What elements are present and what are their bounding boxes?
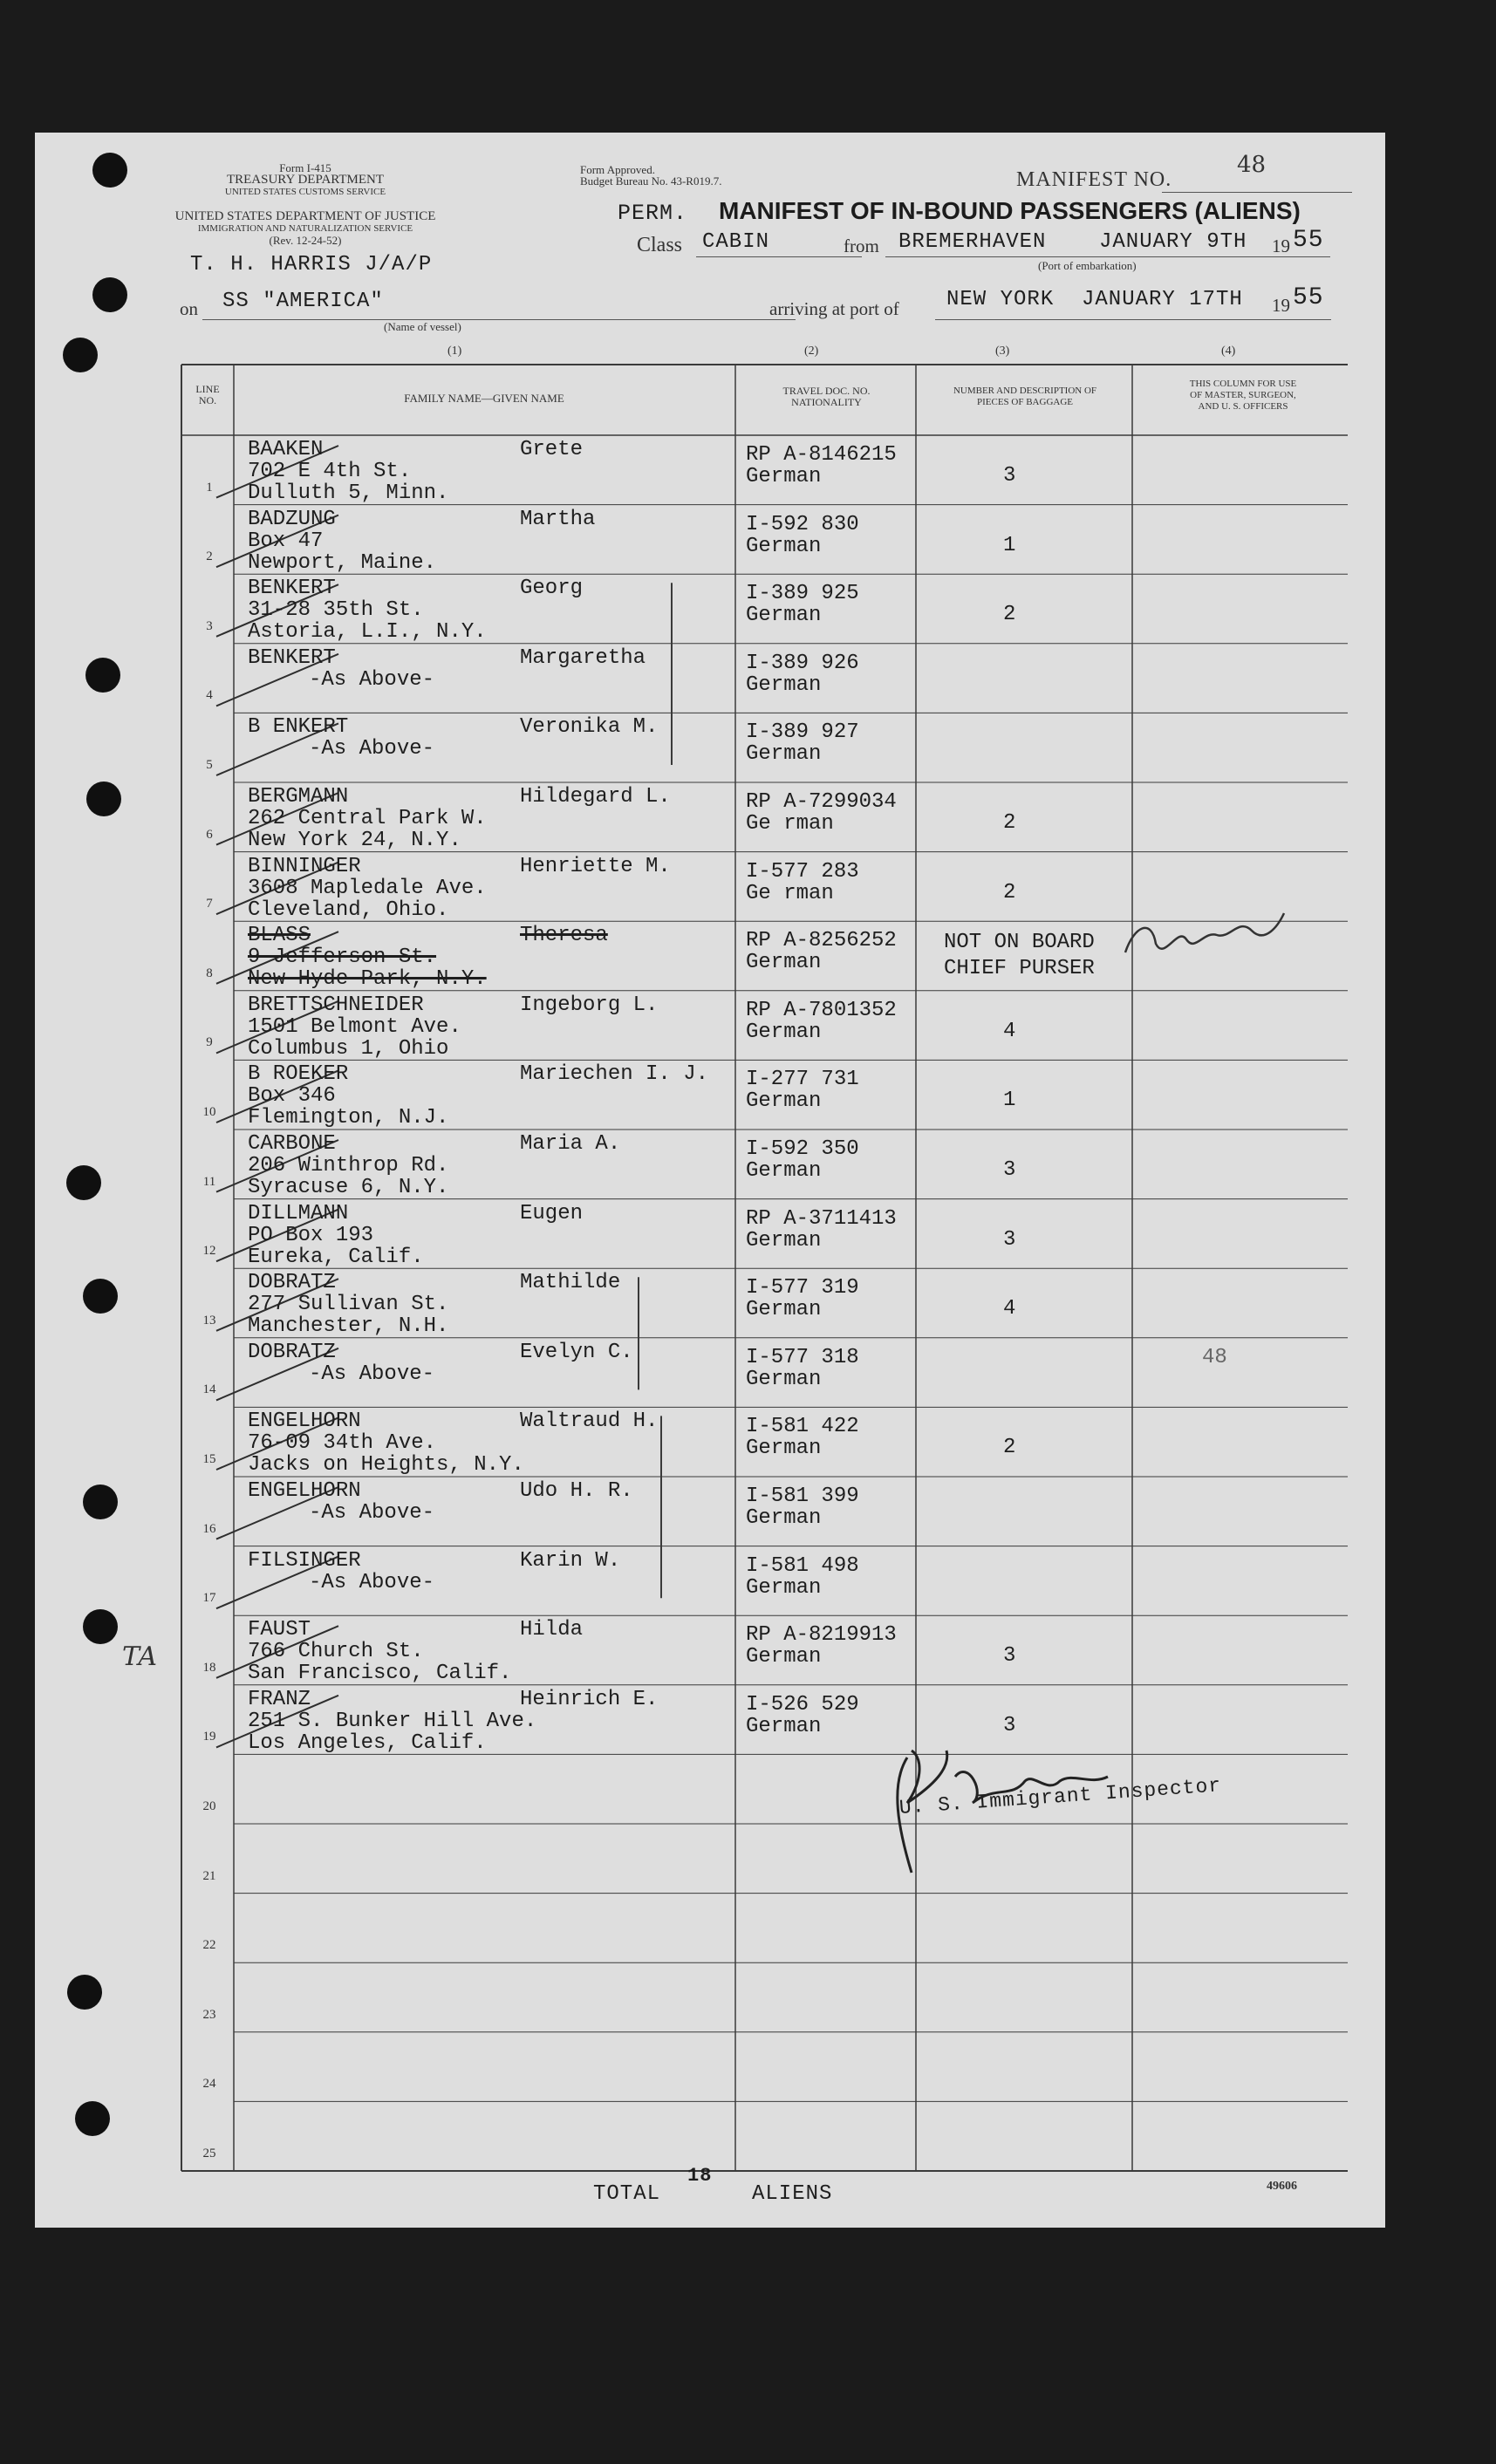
arriving-label: arriving at port of <box>769 298 899 319</box>
given-name: Heinrich E. <box>520 1687 659 1711</box>
line-number: 13 <box>202 1313 216 1328</box>
binder-hole <box>85 658 120 693</box>
purser-signature <box>1117 909 1291 970</box>
address: Box 346 Flemington, N.J. <box>248 1084 449 1130</box>
travel-doc-number: I-389 925 <box>746 582 859 606</box>
line-number: 10 <box>202 1105 216 1119</box>
departure-date: JANUARY 9TH <box>1099 230 1247 254</box>
departure-year: 55 <box>1293 227 1324 254</box>
baggage-count: 2 <box>1003 603 1016 627</box>
family-name: BLASS <box>248 924 311 948</box>
address: -As Above- <box>309 1362 435 1386</box>
binder-hole <box>92 277 127 312</box>
line-number: 5 <box>206 758 213 772</box>
nationality: German <box>746 1020 822 1044</box>
margin-note: TA <box>122 1642 158 1672</box>
nationality: German <box>746 1159 822 1183</box>
given-name: Veronika M. <box>520 715 659 740</box>
family-name: ENGELHORN <box>248 1479 361 1503</box>
perm-mark: PERM. <box>618 201 688 226</box>
baggage-count: 1 <box>1003 1089 1016 1113</box>
family-name: BENKERT <box>248 577 336 601</box>
vessel-note: (Name of vessel) <box>384 320 461 333</box>
family-name: BINNINGER <box>248 854 361 878</box>
arrival-port: NEW YORK <box>946 288 1055 311</box>
binder-hole <box>67 1975 102 2010</box>
travel-doc-number: RP A-3711413 <box>746 1206 897 1231</box>
nationality: German <box>746 1437 822 1461</box>
line-number: 17 <box>202 1591 216 1606</box>
binder-hole <box>83 1279 118 1314</box>
address: 9 Jefferson St. New Hyde Park, N.Y. <box>248 945 487 992</box>
budget-bureau: Budget Bureau No. 43-R019.7. <box>580 174 722 188</box>
binder-hole <box>92 153 127 188</box>
family-name: FILSINGER <box>248 1548 361 1573</box>
customs-service: UNITED STATES CUSTOMS SERVICE <box>224 187 386 197</box>
header-baggage: NUMBER AND DESCRIPTION OF PIECES OF BAGGAGE <box>953 386 1097 407</box>
line-number: 21 <box>202 1868 216 1883</box>
header-officers: THIS COLUMN FOR USE OF MASTER, SURGEON, AND U. S. OFFICERS <box>1189 379 1297 412</box>
form-approved: Form Approved. <box>580 163 655 176</box>
header-name: FAMILY NAME—GIVEN NAME <box>404 392 564 405</box>
nationality: Ge rman <box>746 881 834 905</box>
nationality: German <box>746 465 822 488</box>
baggage-count: 4 <box>1003 1297 1016 1321</box>
arrival-date: JANUARY 17TH <box>1082 288 1243 311</box>
line-number: 4 <box>206 688 213 703</box>
form-number: Form I-415 <box>279 161 331 174</box>
ins-service: IMMIGRATION AND NATURALIZATION SERVICE <box>197 223 413 234</box>
given-name: Theresa <box>520 924 608 948</box>
travel-doc-number: I-577 318 <box>746 1345 859 1369</box>
nationality: German <box>746 1089 822 1114</box>
address: 31-28 35th St. Astoria, L.I., N.Y. <box>248 598 487 645</box>
total-count: 18 <box>687 2165 713 2187</box>
baggage-count: 4 <box>1003 1019 1016 1043</box>
address: 251 S. Bunker Hill Ave. Los Angeles, Calif. <box>248 1709 537 1755</box>
header-line-no: LINE NO. <box>195 383 220 406</box>
baggage-count: 3 <box>1003 464 1016 488</box>
given-name: Hildegard L. <box>520 785 671 809</box>
given-name: Ingeborg L. <box>520 993 659 1017</box>
given-name: Karin W. <box>520 1548 621 1573</box>
given-name: Mariechen I. J. <box>520 1062 709 1087</box>
treasury-department: TREASURY DEPARTMENT <box>226 173 385 187</box>
given-name: Evelyn C. <box>520 1340 633 1364</box>
line-number: 24 <box>202 2077 216 2092</box>
agent: T. H. HARRIS J/A/P <box>190 253 433 276</box>
nationality: German <box>746 1645 822 1669</box>
baggage-count: 2 <box>1003 880 1016 904</box>
aliens-label: ALIENS <box>752 2182 833 2206</box>
vessel-name: SS "AMERICA" <box>222 290 384 313</box>
family-name: BENKERT <box>248 645 336 670</box>
nationality: German <box>746 1298 822 1322</box>
nationality: Ge rman <box>746 812 834 836</box>
line-number: 7 <box>206 897 213 911</box>
baggage-count: 3 <box>1003 1227 1016 1252</box>
binder-hole <box>83 1485 118 1519</box>
given-name: Hilda <box>520 1618 584 1642</box>
from-label: from <box>844 235 879 256</box>
officer-note: 48 <box>1202 1345 1227 1369</box>
baggage-count: 3 <box>1003 1644 1016 1669</box>
line-number: 3 <box>206 618 213 633</box>
binder-hole <box>83 1609 118 1644</box>
address: 766 Church St. San Francisco, Calif. <box>248 1640 512 1686</box>
travel-doc-number: RP A-8219913 <box>746 1623 897 1648</box>
class-label: Class <box>637 234 683 256</box>
given-name: Georg <box>520 577 584 601</box>
col-num-2: (2) <box>804 345 819 358</box>
nationality: German <box>746 951 822 975</box>
nationality: German <box>746 1228 822 1252</box>
on-label: on <box>180 298 198 319</box>
family-name: B ROEKER <box>248 1062 349 1087</box>
address: 1501 Belmont Ave. Columbus 1, Ohio <box>248 1014 461 1061</box>
departure-year-prefix: 19 <box>1272 235 1290 256</box>
travel-doc-number: I-581 498 <box>746 1553 859 1578</box>
nationality: German <box>746 1575 822 1600</box>
binder-hole <box>66 1165 101 1200</box>
address: -As Above- <box>309 1501 435 1525</box>
nationality: German <box>746 604 822 628</box>
line-number: 16 <box>202 1521 216 1536</box>
given-name: Grete <box>520 438 584 461</box>
form-code: 49606 <box>1267 2180 1297 2193</box>
address: 277 Sullivan St. Manchester, N.H. <box>248 1293 449 1339</box>
header-doc: TRAVEL DOC. NO. NATIONALITY <box>782 385 871 408</box>
class-value: CABIN <box>702 230 770 254</box>
family-name: ENGELHORN <box>248 1409 361 1434</box>
family-name: CARBONE <box>248 1132 336 1156</box>
line-number: 25 <box>202 2147 216 2160</box>
travel-doc-number: I-389 927 <box>746 720 859 745</box>
line-number: 15 <box>202 1452 216 1466</box>
nationality: German <box>746 1506 822 1530</box>
given-name: Martha <box>520 507 596 531</box>
line-number: 8 <box>206 966 213 980</box>
family-name: FRANZ <box>248 1687 311 1711</box>
arrival-year-prefix: 19 <box>1272 295 1290 316</box>
inspector-title: U. S. Immigrant Inspector <box>898 1774 1222 1819</box>
address: -As Above- <box>309 737 435 761</box>
travel-doc-number: I-577 283 <box>746 859 859 884</box>
travel-doc-number: RP A-8256252 <box>746 929 897 953</box>
embarkation-note: (Port of embarkation) <box>1038 259 1137 272</box>
line-number: 6 <box>206 827 213 842</box>
family-name: DOBRATZ <box>248 1340 336 1364</box>
line-number: 11 <box>202 1174 216 1189</box>
line-number: 19 <box>202 1730 216 1744</box>
nationality: German <box>746 1367 822 1391</box>
travel-doc-number: I-581 399 <box>746 1485 859 1508</box>
family-name: BADZUNG <box>248 507 336 531</box>
line-number: 12 <box>202 1244 216 1259</box>
col-num-3: (3) <box>995 345 1010 358</box>
travel-doc-number: RP A-7299034 <box>746 790 897 814</box>
nationality: German <box>746 1714 822 1738</box>
binder-hole <box>63 338 98 372</box>
line-number: 2 <box>206 549 213 564</box>
given-name: Mathilde <box>520 1271 621 1295</box>
baggage-count: 3 <box>1003 1158 1016 1182</box>
line-number: 23 <box>202 2007 216 2022</box>
baggage-count: 3 <box>1003 1713 1016 1737</box>
line-number: 9 <box>206 1035 213 1050</box>
travel-doc-number: I-581 422 <box>746 1415 859 1439</box>
embarkation-port: BREMERHAVEN <box>898 230 1047 254</box>
line-number: 20 <box>202 1799 216 1813</box>
travel-doc-number: I-526 529 <box>746 1692 859 1717</box>
manifest-page <box>35 133 1385 2228</box>
family-name: B ENKERT <box>248 715 349 740</box>
travel-doc-number: RP A-8146215 <box>746 443 897 467</box>
manifest-number: 48 <box>1237 152 1267 178</box>
nationality: German <box>746 534 822 558</box>
travel-doc-number: I-592 830 <box>746 512 859 536</box>
address: PO Box 193 Eureka, Calif. <box>248 1223 424 1269</box>
address: 206 Winthrop Rd. Syracuse 6, N.Y. <box>248 1154 449 1199</box>
revision: (Rev. 12-24-52) <box>269 234 342 247</box>
baggage-count: 1 <box>1003 533 1016 557</box>
col-num-1: (1) <box>447 345 462 358</box>
travel-doc-number: I-277 731 <box>746 1068 859 1092</box>
line-number: 22 <box>202 1938 216 1953</box>
address: -As Above- <box>309 667 435 692</box>
address: 702 E 4th St. Dulluth 5, Minn. <box>248 460 449 505</box>
baggage-count: 2 <box>1003 811 1016 835</box>
family-name: BAAKEN <box>248 438 324 461</box>
travel-doc-number: I-577 319 <box>746 1276 859 1300</box>
nationality: German <box>746 672 822 697</box>
total-label: TOTAL <box>593 2182 661 2206</box>
given-name: Waltraud H. <box>520 1409 659 1434</box>
line-number: 1 <box>206 480 213 495</box>
address: -As Above- <box>309 1570 435 1594</box>
travel-doc-number: I-592 350 <box>746 1137 859 1161</box>
binder-hole <box>75 2101 110 2136</box>
given-name: Maria A. <box>520 1132 621 1156</box>
binder-hole <box>86 782 121 816</box>
line-number: 18 <box>202 1660 216 1675</box>
baggage-count: 2 <box>1003 1436 1016 1460</box>
arrival-year: 55 <box>1293 284 1324 311</box>
manifest-title: MANIFEST OF IN-BOUND PASSENGERS (ALIENS) <box>719 197 1301 224</box>
family-name: FAUST <box>248 1618 311 1642</box>
justice-department: UNITED STATES DEPARTMENT OF JUSTICE <box>174 209 436 223</box>
address: Box 47 Newport, Maine. <box>248 529 437 575</box>
given-name: Eugen <box>520 1201 584 1225</box>
manifest-table-grid <box>35 133 1385 2228</box>
col-num-4: (4) <box>1221 345 1236 358</box>
address: 76-09 34th Ave. Jacks on Heights, N.Y. <box>248 1431 524 1478</box>
address: 262 Central Park W. New York 24, N.Y. <box>248 807 487 852</box>
given-name: Henriette M. <box>520 854 671 878</box>
family-name: DILLMANN <box>248 1201 349 1225</box>
not-on-board-note: NOT ON BOARD <box>944 931 1095 955</box>
chief-purser-note: CHIEF PURSER <box>944 957 1095 981</box>
family-name: DOBRATZ <box>248 1271 336 1295</box>
nationality: German <box>746 742 822 767</box>
travel-doc-number: I-389 926 <box>746 651 859 675</box>
family-name: BRETTSCHNEIDER <box>248 993 424 1017</box>
address: 3608 Mapledale Ave. Cleveland, Ohio. <box>248 876 487 922</box>
travel-doc-number: RP A-7801352 <box>746 998 897 1022</box>
line-number: 14 <box>202 1382 216 1397</box>
given-name: Udo H. R. <box>520 1479 633 1503</box>
manifest-label: MANIFEST NO. <box>1016 168 1172 191</box>
given-name: Margaretha <box>520 645 646 670</box>
family-name: BERGMANN <box>248 785 349 809</box>
